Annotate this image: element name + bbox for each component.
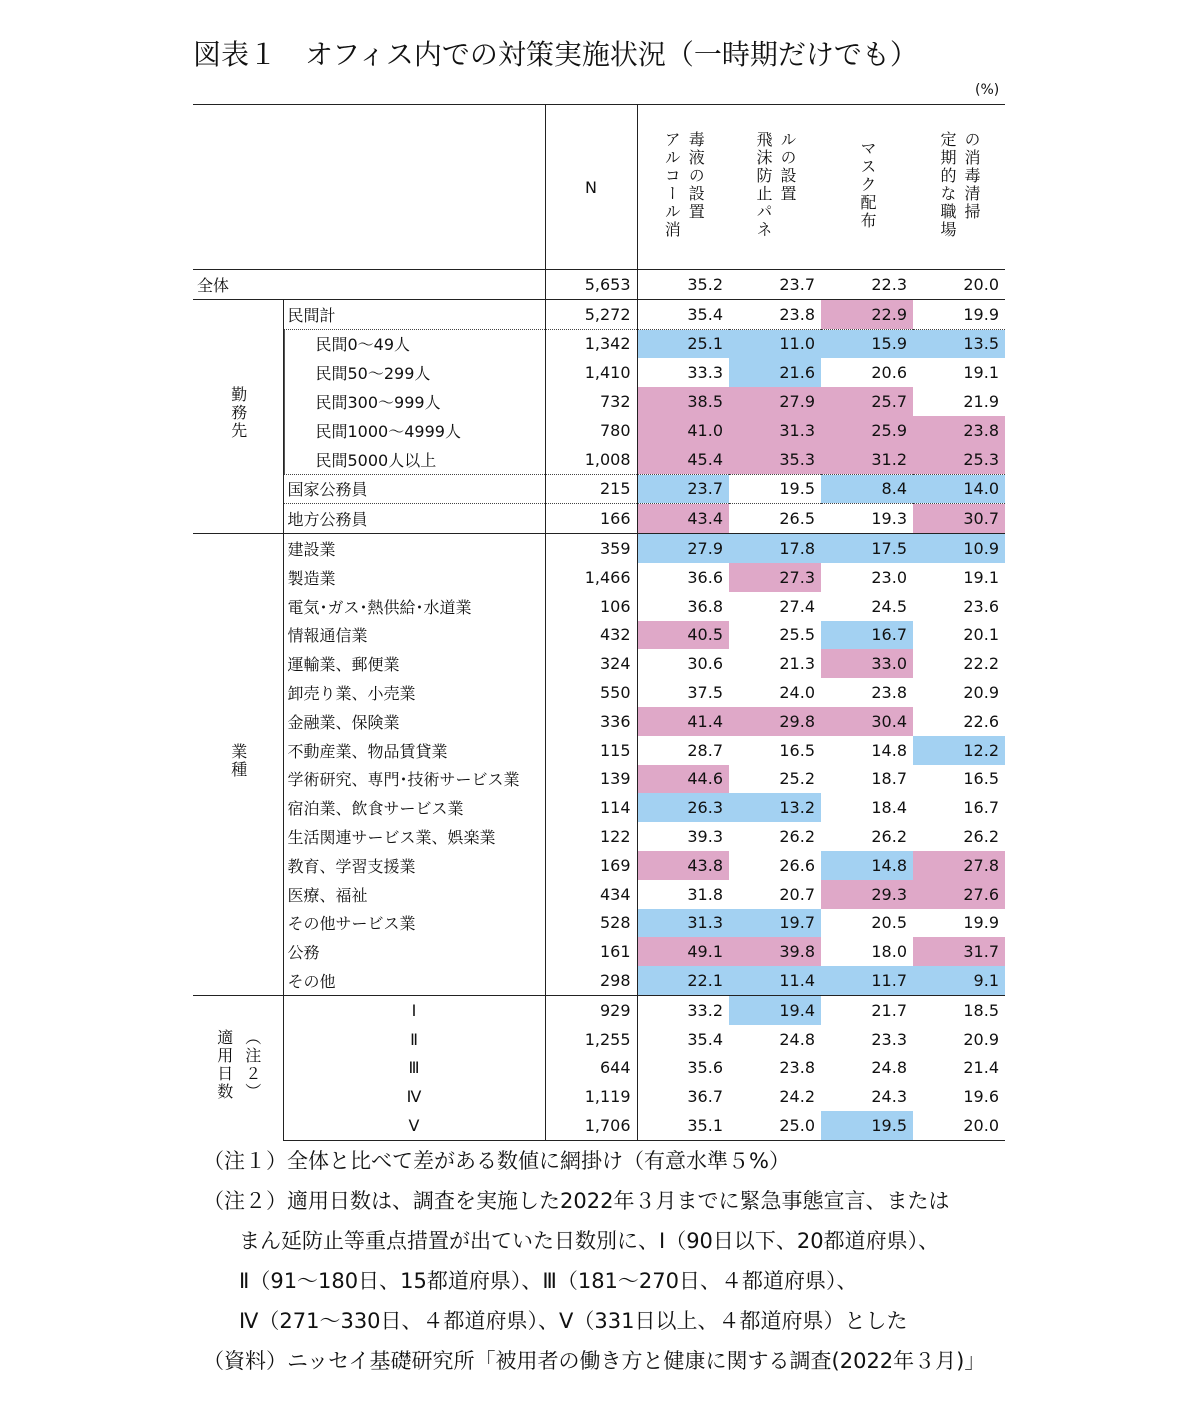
col-header-n [545,105,637,270]
note-source: （資料）ニッセイ基礎研究所「被用者の働き方と健康に関する調査(2022年３月)」 [203,1349,986,1373]
table-row [193,534,1005,563]
row-label: 医療、福祉 [287,885,368,905]
cell-value: 17.5 [821,534,913,563]
group-label-workplace: 勤務先 [228,385,248,440]
cell-value: 20.7 [779,884,815,904]
table-row [193,299,1005,329]
note-2-cont-1: まん延防止等重点措置が出ていた日数別に、Ⅰ（90日以下、20都道府県）、 [239,1229,940,1253]
cell-value: 19.1 [963,567,999,587]
col-header-n-text: N [585,177,597,197]
cell-value: 43.4 [637,504,729,534]
cell-value: 26.6 [779,855,815,875]
cell-value: 12.2 [913,736,1005,765]
note-2-cont-3: Ⅳ（271～330日、４都道府県）、Ⅴ（331日以上、４都道府県）とした [239,1309,908,1333]
cell-value: 49.1 [637,937,729,966]
cell-value: 18.0 [871,942,907,962]
row-label: 運輸業、郵便業 [287,655,400,675]
cell-value: 16.7 [963,798,999,818]
cell-value: 16.5 [963,769,999,789]
cell-value: 40.5 [637,621,729,650]
row-label: 金融業、保険業 [287,712,400,732]
cell-n: 215 [545,474,637,504]
cell-value: 23.8 [779,1058,815,1078]
col-header-alcohol [637,105,729,270]
table-row [193,563,1005,592]
cell-n: 166 [545,504,637,534]
cell-value: 27.4 [779,596,815,616]
cell-n: 122 [545,822,637,851]
cell-value: 31.8 [687,884,723,904]
table-row [193,909,1005,938]
cell-value: 35.4 [637,299,729,329]
cell-value: 16.7 [821,621,913,650]
row-label: 民間5000人以上 [283,445,545,474]
cell-value: 24.2 [779,1087,815,1107]
col-header-mask [821,105,913,270]
cell-value: 22.2 [963,654,999,674]
cell-value: 37.5 [687,683,723,703]
table-row [193,678,1005,707]
row-label: Ⅲ [408,1058,420,1078]
cell-n: 528 [545,909,637,938]
row-label: 民間50～299人 [283,358,545,387]
cell-value: 36.7 [687,1087,723,1107]
cell-n: 161 [545,937,637,966]
cell-value: 11.7 [821,966,913,995]
cell-value: 27.9 [729,387,821,416]
cell-value: 25.5 [779,625,815,645]
cell-value: 35.6 [687,1058,723,1078]
cell-n: 5,653 [545,270,637,300]
cell-value: 22.6 [963,711,999,731]
table-row [193,707,1005,736]
cell-value: 27.6 [913,880,1005,909]
cell-value: 44.6 [637,765,729,794]
cell-value: 24.8 [871,1058,907,1078]
cell-value: 20.5 [871,913,907,933]
cell-n: 5,272 [545,299,637,329]
cell-value: 25.3 [913,445,1005,474]
row-label: 学術研究、専門･技術サービス業 [287,770,520,790]
cell-value: 28.7 [687,740,723,760]
cell-value: 25.2 [779,769,815,789]
cell-n: 1,410 [545,358,637,387]
cell-value: 25.0 [729,1111,821,1140]
cell-value: 23.7 [637,474,729,504]
cell-value: 25.7 [821,387,913,416]
cell-n: 929 [545,995,637,1024]
cell-value: 16.5 [779,740,815,760]
cell-n: 644 [545,1054,637,1083]
cell-value: 33.2 [637,995,729,1024]
cell-value: 19.4 [729,995,821,1024]
table-row [193,270,1005,300]
cell-value: 33.0 [821,649,913,678]
unit-label: (%) [975,82,1000,98]
table-row [193,474,1005,504]
table-row [193,1082,1005,1111]
cell-value: 23.6 [963,596,999,616]
row-label: 情報通信業 [287,626,368,646]
data-table [193,104,1005,1141]
row-label: 教育、学習支援業 [287,856,416,876]
cell-value: 33.3 [687,363,723,383]
cell-n: 1,466 [545,563,637,592]
table-row [193,621,1005,650]
cell-n: 1,255 [545,1025,637,1054]
cell-value: 18.4 [871,798,907,818]
table-row [193,416,1005,445]
cell-value: 22.9 [821,299,913,329]
cell-value: 24.8 [779,1029,815,1049]
cell-value: 29.8 [729,707,821,736]
figure-title: 図表１ オフィス内での対策実施状況（一時期だけでも） [193,38,918,71]
note-1: （注１）全体と比べて差がある数値に網掛け（有意水準５%） [203,1149,790,1173]
cell-value: 31.3 [637,909,729,938]
cell-value: 11.0 [729,329,821,358]
cell-value: 30.4 [821,707,913,736]
cell-value: 38.5 [637,387,729,416]
cell-value: 15.9 [821,329,913,358]
table-row [193,793,1005,822]
cell-n: 324 [545,649,637,678]
cell-value: 20.6 [871,363,907,383]
table-row [193,937,1005,966]
col-header-alcohol-l1: アルコール消 [662,131,682,239]
cell-value: 22.1 [637,966,729,995]
cell-value: 19.9 [913,299,1005,329]
cell-n: 1,706 [545,1111,637,1140]
cell-value: 14.0 [913,474,1005,504]
cell-value: 21.3 [779,654,815,674]
cell-value: 10.9 [913,534,1005,563]
group-label-industry: 業種 [228,743,248,780]
cell-value: 23.8 [871,683,907,703]
row-label: 民間0～49人 [283,329,545,358]
row-label: 建設業 [283,534,545,563]
row-label: 民間計 [283,299,545,329]
cell-value: 26.3 [637,793,729,822]
cell-value: 21.9 [963,392,999,412]
cell-value: 19.3 [821,504,913,534]
row-label: 公務 [287,943,320,963]
cell-value: 24.0 [779,683,815,703]
cell-value: 29.3 [821,880,913,909]
cell-n: 550 [545,678,637,707]
group-label-days-note: （注２） [242,1028,262,1101]
table-body [193,270,1005,1141]
cell-value: 27.8 [913,851,1005,880]
row-label: 民間300～999人 [283,387,545,416]
table-row [193,1025,1005,1054]
cell-value: 23.0 [871,567,907,587]
cell-value: 14.8 [821,851,913,880]
col-header-cleaning-l1: 定期的な職場 [938,131,957,239]
cell-value: 25.1 [637,329,729,358]
cell-value: 23.7 [729,270,821,300]
cell-value: 19.1 [963,363,999,383]
cell-value: 36.8 [687,596,723,616]
cell-value: 11.4 [729,966,821,995]
cell-value: 20.9 [963,683,999,703]
cell-value: 18.5 [913,995,1005,1024]
col-header-cleaning-l2: の消毒清掃 [962,131,981,221]
col-header-panel-l2: ルの設置 [778,131,797,203]
cell-value: 21.7 [821,995,913,1024]
cell-value: 26.2 [963,827,999,847]
cell-value: 24.5 [871,596,907,616]
col-header-cleaning [913,105,1005,270]
cell-n: 106 [545,592,637,621]
table-row [193,736,1005,765]
cell-value: 43.8 [637,851,729,880]
group-label [193,995,283,1140]
group-label-days: 適用日数 [214,1028,234,1101]
cell-value: 23.8 [729,299,821,329]
row-label: Ⅴ [283,1111,545,1140]
header-blank [193,105,545,270]
cell-n: 115 [545,736,637,765]
cell-n: 432 [545,621,637,650]
note-2: （注２）適用日数は、調査を実施した2022年３月までに緊急事態宣言、または [203,1189,950,1213]
cell-value: 35.1 [637,1111,729,1140]
cell-value: 20.0 [913,1111,1005,1140]
table-row [193,329,1005,358]
cell-value: 8.4 [821,474,913,504]
cell-value: 26.5 [729,504,821,534]
cell-value: 39.8 [729,937,821,966]
cell-value: 41.4 [637,707,729,736]
cell-n: 780 [545,416,637,445]
header-row [193,105,1005,270]
cell-value: 19.7 [729,909,821,938]
cell-value: 19.5 [729,474,821,504]
row-label: 電気･ガス･熱供給･水道業 [287,597,472,617]
cell-value: 36.6 [687,567,723,587]
cell-value: 35.2 [637,270,729,300]
cell-value: 35.3 [729,445,821,474]
row-label: 宿泊業、飲食サービス業 [287,799,464,819]
row-label: 卸売り業、小売業 [287,684,416,704]
cell-n: 298 [545,966,637,995]
table-row [193,387,1005,416]
row-label: 生活関連サービス業、娯楽業 [287,828,496,848]
cell-n: 1,008 [545,445,637,474]
row-label: Ⅱ [410,1029,418,1049]
notes [203,1141,985,1381]
row-label: その他サービス業 [287,914,416,934]
row-label: 全体 [193,270,545,300]
cell-value: 31.2 [821,445,913,474]
cell-value: 35.4 [687,1029,723,1049]
cell-value: 20.0 [913,270,1005,300]
cell-n: 169 [545,851,637,880]
col-header-mask-l1: マスク配布 [858,140,877,230]
cell-value: 25.9 [821,416,913,445]
table-row [193,504,1005,534]
table-row [193,1054,1005,1083]
row-label: Ⅳ [406,1087,422,1107]
cell-n: 1,119 [545,1082,637,1111]
cell-value: 45.4 [637,445,729,474]
cell-value: 31.3 [729,416,821,445]
col-header-panel [729,105,821,270]
row-label: 地方公務員 [283,504,545,534]
cell-value: 20.9 [963,1029,999,1049]
col-header-alcohol-l2: 毒液の設置 [686,131,706,221]
cell-n: 434 [545,880,637,909]
cell-n: 336 [545,707,637,736]
cell-value: 19.5 [821,1111,913,1140]
cell-value: 9.1 [913,966,1005,995]
cell-value: 23.3 [871,1029,907,1049]
row-label: 不動産業、物品賃貸業 [287,741,448,761]
group-label [193,299,283,533]
cell-n: 114 [545,793,637,822]
cell-value: 24.3 [871,1087,907,1107]
cell-value: 18.7 [871,769,907,789]
table-row [193,1111,1005,1140]
cell-value: 26.2 [871,827,907,847]
cell-value: 30.6 [687,654,723,674]
cell-n: 732 [545,387,637,416]
table-row [193,880,1005,909]
cell-value: 13.2 [729,793,821,822]
cell-value: 31.7 [913,937,1005,966]
row-label: Ⅰ [283,995,545,1024]
cell-value: 26.2 [779,827,815,847]
table-row [193,592,1005,621]
cell-value: 22.3 [821,270,913,300]
table-row [193,851,1005,880]
row-label: 国家公務員 [283,474,545,504]
cell-value: 41.0 [637,416,729,445]
cell-value: 14.8 [871,740,907,760]
cell-value: 27.9 [637,534,729,563]
cell-value: 30.7 [913,504,1005,534]
table-row [193,649,1005,678]
cell-value: 13.5 [913,329,1005,358]
table-row [193,966,1005,995]
cell-n: 139 [545,765,637,794]
cell-value: 19.9 [963,913,999,933]
cell-value: 21.4 [963,1058,999,1078]
table-row [193,358,1005,387]
table-row [193,822,1005,851]
note-2-cont-2: Ⅱ（91～180日、15都道府県）、Ⅲ（181～270日、４都道府県）、 [239,1269,858,1293]
table-row [193,445,1005,474]
cell-n: 359 [545,534,637,563]
cell-n: 1,342 [545,329,637,358]
cell-value: 19.6 [963,1087,999,1107]
cell-value: 21.6 [729,358,821,387]
row-label: 民間1000～4999人 [283,416,545,445]
cell-value: 39.3 [687,827,723,847]
cell-value: 23.8 [913,416,1005,445]
row-label: その他 [287,972,336,992]
cell-value: 17.8 [729,534,821,563]
cell-value: 20.1 [963,625,999,645]
cell-value: 27.3 [729,563,821,592]
table-row [193,765,1005,794]
col-header-panel-l1: 飛沫防止パネ [754,131,773,239]
table-row [193,995,1005,1024]
row-label: 製造業 [287,568,336,588]
group-label [193,534,283,996]
